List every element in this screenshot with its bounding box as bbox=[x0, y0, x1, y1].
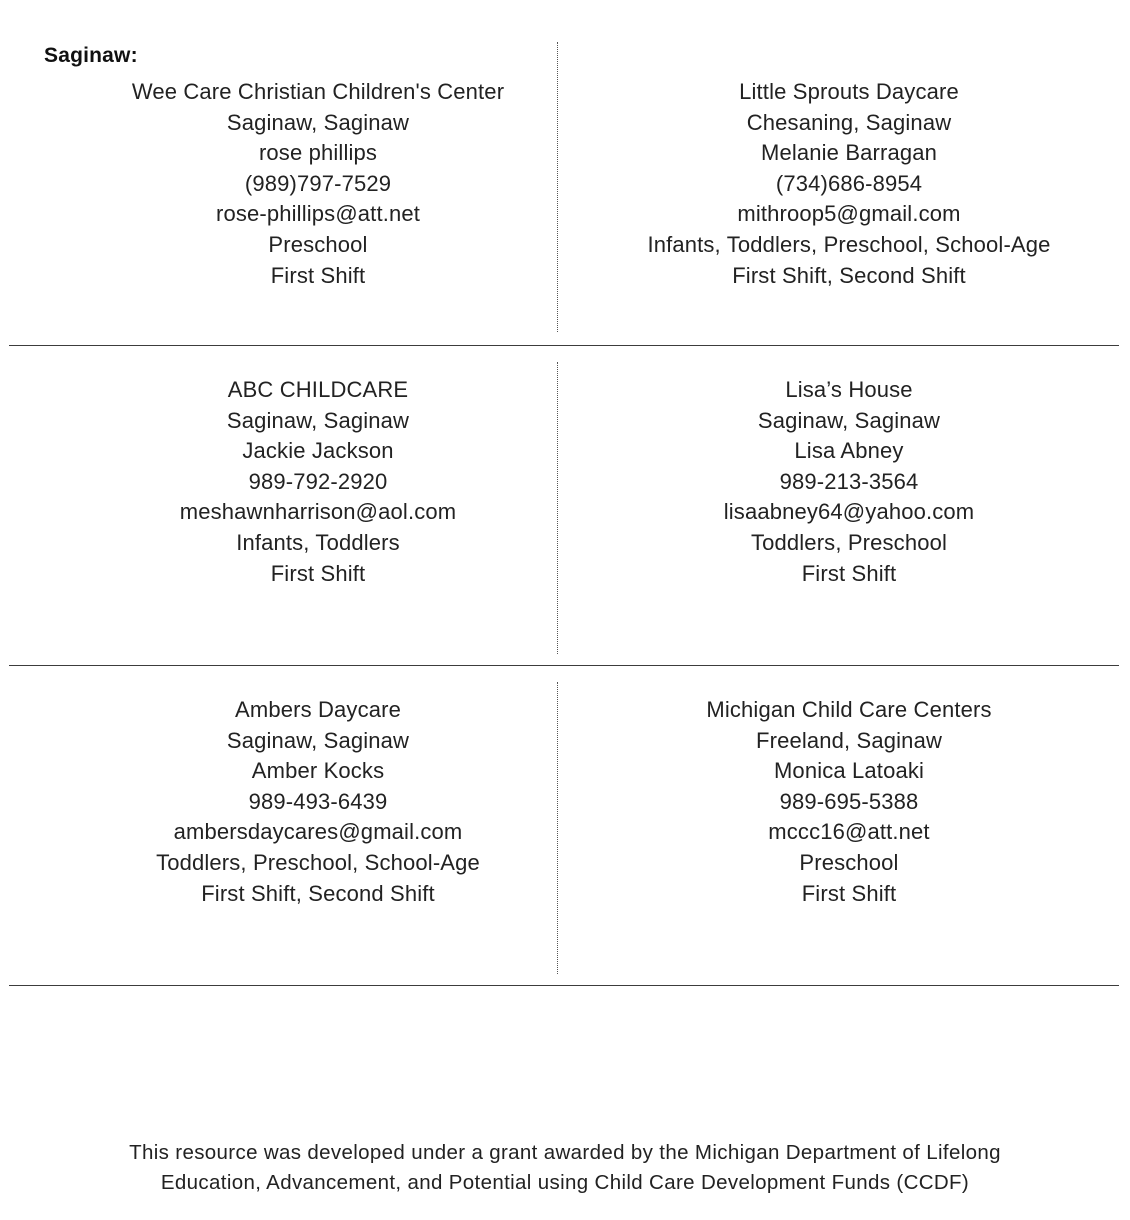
disclaimer-line-2: Education, Advancement, and Potential using Child Care Development Funds (CCDF) bbox=[160, 1170, 970, 1194]
provider-phone: (989)797-7529 bbox=[244, 170, 392, 196]
provider-ages: Preschool bbox=[799, 849, 899, 875]
row-divider bbox=[9, 665, 1119, 666]
provider-ages: Toddlers, Preschool bbox=[750, 529, 948, 555]
provider-name: Wee Care Christian Children's Center bbox=[131, 79, 505, 104]
provider-name: Ambers Daycare bbox=[235, 697, 401, 722]
provider-card-lisas-house bbox=[588, 375, 1110, 589]
provider-phone: 989-213-3564 bbox=[779, 468, 919, 494]
provider-contact: Monica Latoaki bbox=[773, 758, 925, 784]
provider-email: meshawnharrison@aol.com bbox=[179, 499, 457, 525]
provider-phone: 989-792-2920 bbox=[248, 468, 388, 494]
provider-contact: Lisa Abney bbox=[794, 438, 904, 464]
provider-shifts: First Shift bbox=[801, 560, 897, 586]
provider-phone: 989-493-6439 bbox=[248, 788, 388, 814]
provider-contact: Amber Kocks bbox=[251, 758, 385, 784]
provider-ages: Preschool bbox=[268, 231, 368, 257]
provider-name: ABC CHILDCARE bbox=[227, 377, 409, 402]
disclaimer-line-1: This resource was developed under a grant awarded by the Michigan Department of Lifelong bbox=[129, 1141, 1001, 1164]
row-divider bbox=[9, 345, 1119, 346]
provider-location: Saginaw, Saginaw bbox=[226, 407, 410, 433]
provider-email: lisaabney64@yahoo.com bbox=[723, 499, 975, 525]
provider-shifts: First Shift bbox=[270, 560, 366, 586]
provider-email: rose-phillips@att.net bbox=[215, 201, 421, 227]
provider-shifts: First Shift, Second Shift bbox=[201, 880, 435, 906]
county-heading: Saginaw: bbox=[44, 44, 138, 67]
funding-disclaimer bbox=[0, 1138, 1130, 1197]
provider-email: ambersdaycares@gmail.com bbox=[173, 819, 463, 845]
provider-contact: rose phillips bbox=[258, 140, 378, 166]
provider-card-abc-childcare bbox=[64, 375, 572, 589]
provider-email: mithroop5@gmail.com bbox=[737, 201, 961, 227]
provider-contact: Melanie Barragan bbox=[760, 140, 938, 166]
provider-contact: Jackie Jackson bbox=[242, 438, 394, 464]
provider-email: mccc16@att.net bbox=[768, 819, 930, 845]
provider-location: Freeland, Saginaw bbox=[756, 727, 942, 753]
provider-phone: 989-695-5388 bbox=[779, 788, 919, 814]
provider-shifts: First Shift bbox=[270, 262, 366, 288]
provider-location: Chesaning, Saginaw bbox=[746, 109, 952, 135]
provider-ages: Toddlers, Preschool, School-Age bbox=[156, 849, 480, 875]
provider-ages: Infants, Toddlers bbox=[236, 529, 400, 555]
provider-location: Saginaw, Saginaw bbox=[226, 727, 410, 753]
provider-shifts: First Shift, Second Shift bbox=[732, 262, 966, 288]
provider-card-wee-care bbox=[64, 77, 572, 291]
provider-phone: (734)686-8954 bbox=[775, 170, 923, 196]
row-divider bbox=[9, 985, 1119, 986]
provider-name: Little Sprouts Daycare bbox=[739, 79, 959, 104]
provider-location: Saginaw, Saginaw bbox=[226, 109, 410, 135]
provider-card-michigan-child-care-centers bbox=[588, 695, 1110, 909]
provider-name: Michigan Child Care Centers bbox=[706, 697, 992, 722]
provider-name: Lisa’s House bbox=[785, 377, 913, 402]
provider-card-ambers-daycare bbox=[64, 695, 572, 909]
provider-card-little-sprouts bbox=[588, 77, 1110, 291]
provider-location: Saginaw, Saginaw bbox=[757, 407, 941, 433]
provider-shifts: First Shift bbox=[801, 880, 897, 906]
provider-ages: Infants, Toddlers, Preschool, School-Age bbox=[647, 231, 1051, 257]
